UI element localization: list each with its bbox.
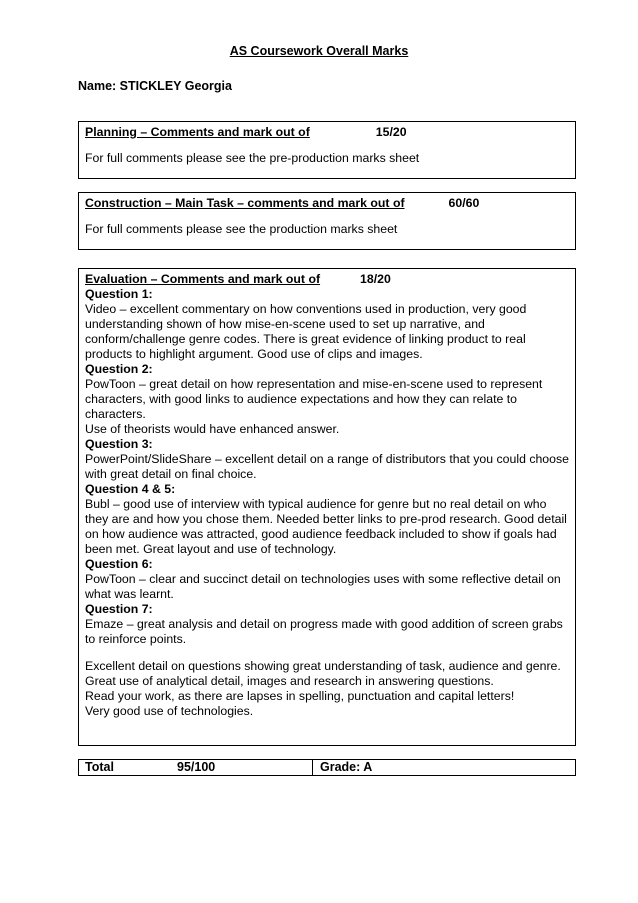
total-value: 95/100 [177,760,216,774]
total-label: Total [85,760,114,774]
planning-mark: 15/20 [375,125,407,139]
grade: Grade: A [320,760,373,774]
planning-heading [85,125,569,140]
summary-line: Excellent detail on questions showing great understanding of task, audience and genre. [85,659,561,673]
planning-section [78,121,576,179]
summary-line: Great use of analytical detail, images and research in answering questions. [85,674,494,688]
question-comment: Emaze – great analysis and detail on progress made with good addition of screen grabs to reinforce points. [85,617,563,646]
question-title: Question 7: [85,602,153,616]
paragraph-gap [85,647,569,659]
question-title: Question 4 & 5: [85,482,176,496]
question-title: Question 6: [85,557,153,571]
question-title: Question 1: [85,287,153,301]
evaluation-heading [85,272,569,287]
student-name: Name: STICKLEY Georgia [78,79,232,93]
planning-heading-text: Planning – Comments and mark out of [85,125,310,139]
page-title: AS Coursework Overall Marks [229,44,409,58]
construction-mark: 60/60 [448,196,480,210]
question-title: Question 3: [85,437,153,451]
summary-line: Very good use of technologies. [85,704,254,718]
construction-text: For full comments please see the production marks sheet [85,222,398,236]
summary-line: Read your work, as there are lapses in spelling, punctuation and capital letters! [85,689,515,703]
evaluation-heading-text: Evaluation – Comments and mark out of [85,272,321,286]
construction-heading [85,196,569,211]
total-row [78,759,576,776]
question-comment: Bubl – good use of interview with typical audience for genre but no real detail on who they are and how you chose them. Needed better links to pre-prod research. Good detail on how audience was attracted, good audience feedback included to show if goals had been met. Great layout and use of technology. [85,497,567,556]
table-divider [312,760,313,775]
question-comment: PowToon – great detail on how representation and mise-en-scene used to represent characters, with good links to audience expectations and how they can relate to characters. [85,377,543,421]
question-title: Question 2: [85,362,153,376]
planning-text: For full comments please see the pre-production marks sheet [85,151,420,165]
question-comment: PowToon – clear and succinct detail on technologies uses with some reflective detail on what was learnt. [85,572,561,601]
construction-heading-text: Construction – Main Task – comments and mark out of [85,196,405,210]
question-comment: PowerPoint/SlideShare – excellent detail on a range of distributors that you could choose with great detail on final choice. [85,452,569,481]
evaluation-section [78,268,576,746]
question-comment: Use of theorists would have enhanced answer. [85,422,340,436]
question-comment: Video – excellent commentary on how conventions used in production, very good understanding shown of how mise-en-scene used to set up narrative, and conform/challenge genre codes. There is great evidence of linking product to real products to highlight argument. Good use of clips and images. [85,302,527,361]
evaluation-mark: 18/20 [360,272,391,286]
construction-section [78,192,576,250]
